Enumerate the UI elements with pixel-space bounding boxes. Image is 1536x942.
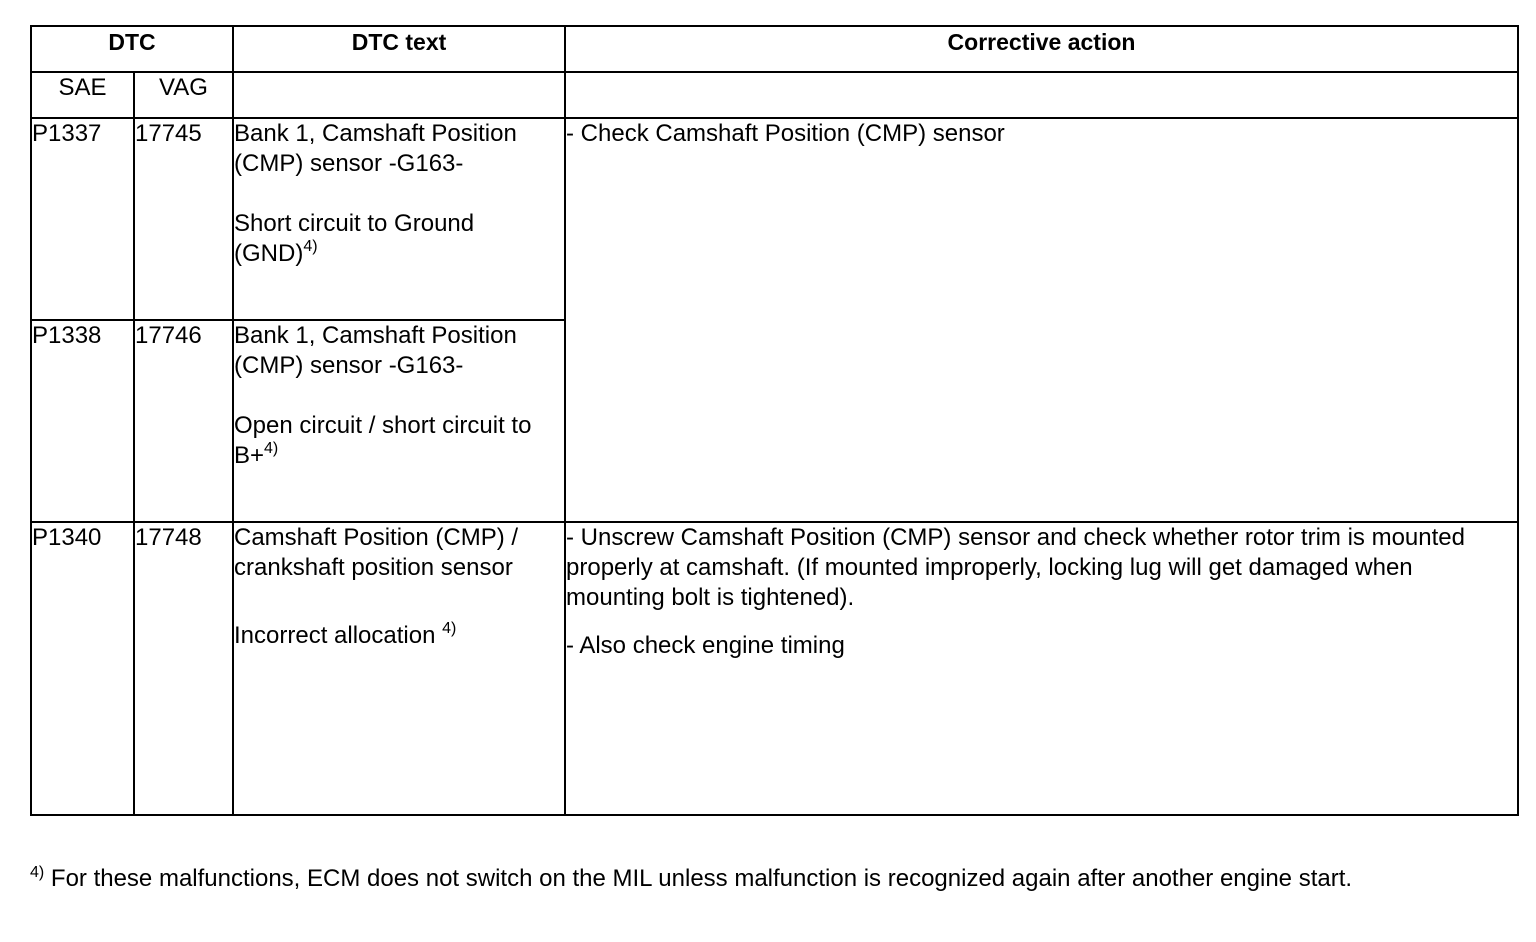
footnote-marker: 4) <box>30 864 45 881</box>
footnote-ref: 4) <box>303 238 318 255</box>
dtc-description <box>233 320 565 522</box>
vag-code: 17746 <box>134 320 233 522</box>
dtc-condition-text: Incorrect allocation <box>234 622 443 649</box>
dtc-description <box>233 118 565 320</box>
header-dtc: DTC <box>31 26 233 72</box>
subheader-empty <box>565 72 1518 118</box>
dtc-component: Camshaft Position (CMP) / crankshaft position sensor <box>234 524 519 581</box>
footnote-ref: 4) <box>442 620 457 637</box>
sae-code: P1337 <box>31 118 134 320</box>
dtc-condition-text: Short circuit to Ground (GND) <box>234 210 475 267</box>
subheader-empty <box>233 72 565 118</box>
dtc-component: Bank 1, Camshaft Position (CMP) sensor -G163- <box>234 322 517 379</box>
footnote-text: For these malfunctions, ECM does not switch on the MIL unless malfunction is recognized again after another engine start. <box>44 865 1353 892</box>
footnote <box>30 864 1352 894</box>
dtc-condition <box>234 209 564 269</box>
corrective-action <box>565 522 1518 815</box>
header-vag: VAG <box>134 72 233 118</box>
dtc-condition-text: Open circuit / short circuit to B+ <box>234 412 532 469</box>
sae-code: P1338 <box>31 320 134 522</box>
footnote-ref: 4) <box>264 440 279 457</box>
vag-code: 17748 <box>134 522 233 815</box>
dtc-condition <box>234 411 564 471</box>
action-text: - Unscrew Camshaft Position (CMP) sensor and check whether rotor trim is mounted properly at camshaft. (If mounted improperly, locking lug will get damaged when mounting bolt is tightened). <box>566 524 1465 611</box>
action-text: - Check Camshaft Position (CMP) sensor <box>566 120 1005 147</box>
table-row <box>31 522 1518 815</box>
header-corrective-action: Corrective action <box>565 26 1518 72</box>
vag-code: 17745 <box>134 118 233 320</box>
subheader-row <box>31 72 1518 118</box>
action-text: - Also check engine timing <box>566 632 845 659</box>
corrective-action <box>565 118 1518 522</box>
dtc-table <box>30 25 1519 816</box>
header-sae: SAE <box>31 72 134 118</box>
dtc-condition <box>234 621 564 651</box>
header-row <box>31 26 1518 72</box>
header-dtc-text: DTC text <box>233 26 565 72</box>
dtc-component: Bank 1, Camshaft Position (CMP) sensor -G163- <box>234 120 517 177</box>
dtc-description <box>233 522 565 815</box>
table-row <box>31 118 1518 320</box>
sae-code: P1340 <box>31 522 134 815</box>
